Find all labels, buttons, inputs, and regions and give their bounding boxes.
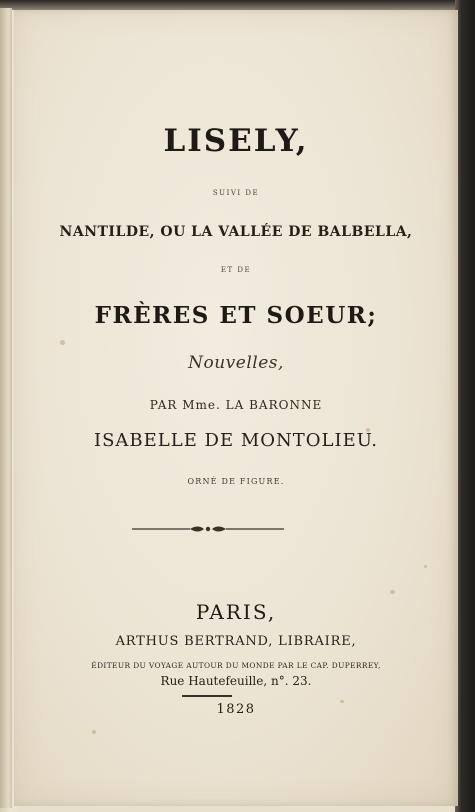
rule-divider [182,695,232,697]
publisher-name: ARTHUS BERTRAND, LIBRAIRE, [115,634,357,649]
book-title: LISELY, [163,123,309,159]
subtitle-freres-et-soeur: FRÈRES ET SOEUR; [94,302,378,329]
foxing-spot [60,340,65,345]
publication-place: PARIS, [195,600,277,624]
foxing-spot [390,590,395,594]
connector-et-de: ET DE [220,266,252,274]
top-shadow [0,0,475,10]
illustration-note: ORNÉ DE FIGURE. [187,477,285,486]
publisher-address: Rue Hautefeuille, n°. 23. [160,674,312,688]
ornament-divider-icon [130,522,286,536]
connector-suivi-de: SUIVI DE [212,189,260,197]
foxing-spot [92,730,96,734]
publication-year: 1828 [216,702,256,717]
author-name: ISABELLE DE MONTOLIEU. [93,430,378,451]
foxing-spot [424,565,427,568]
editor-note: ÉDITEUR DU VOYAGE AUTOUR DU MONDE PAR LE CAP. DUPERREY, [91,661,381,670]
subtitle-nantilde: NANTILDE, OU LA VALLÉE DE BALBELLA, [59,224,413,240]
genre-label: Nouvelles, [188,353,284,373]
byline: PAR Mme. LA BARONNE [149,398,323,412]
binding-shadow-right [455,0,475,812]
page-edge-left [0,8,12,808]
title-page [14,10,458,806]
